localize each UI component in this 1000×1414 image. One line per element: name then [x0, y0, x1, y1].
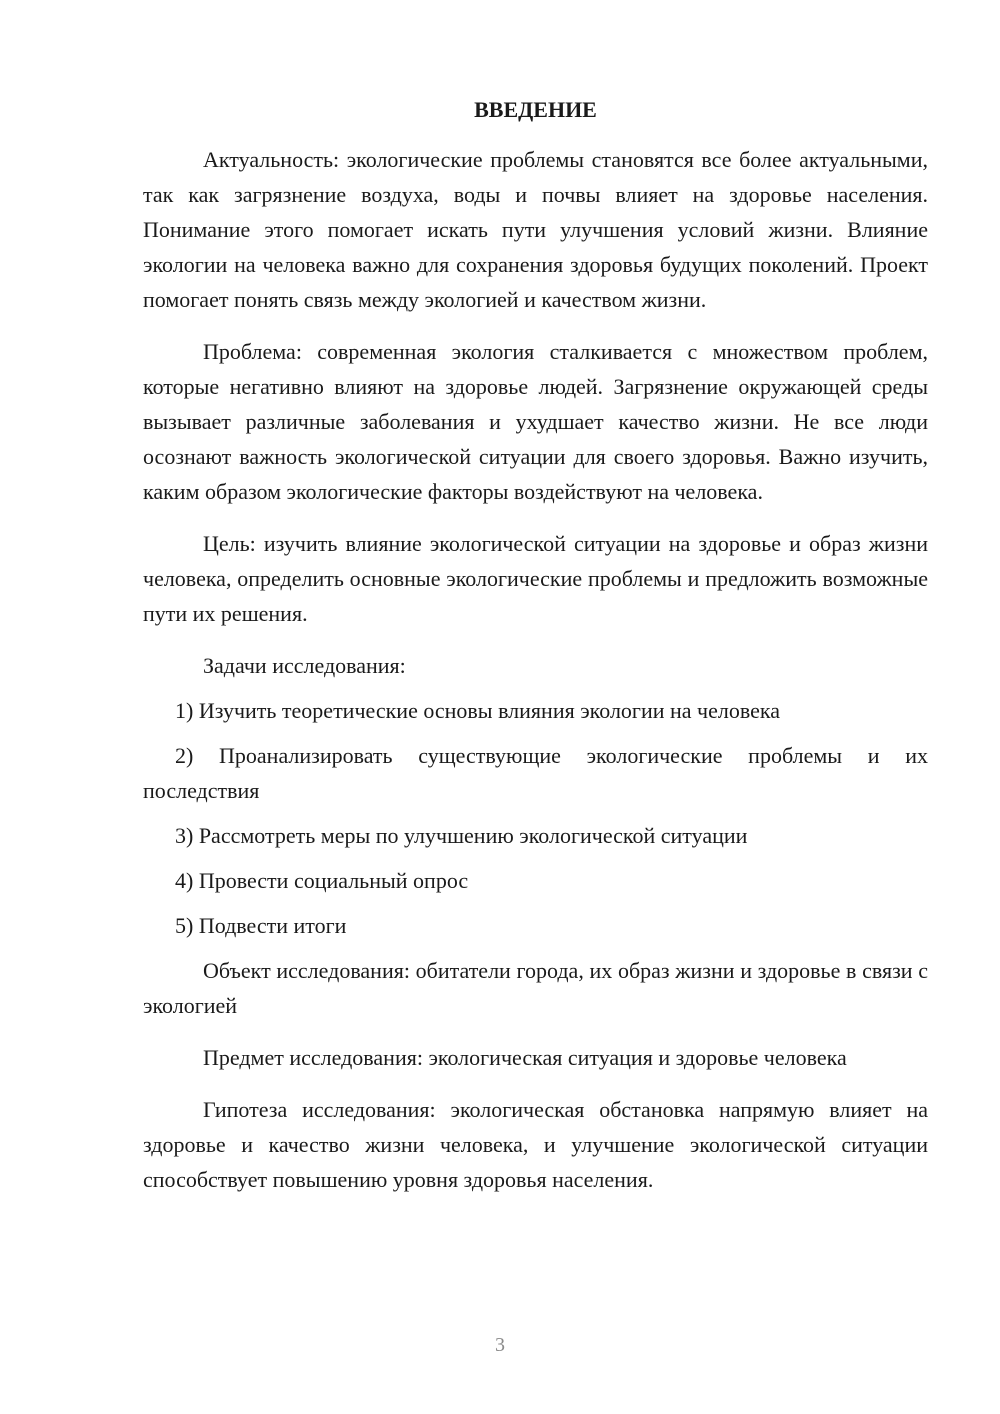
subject-paragraph: Предмет исследования: экологическая ситуация и здоровье человека — [203, 1045, 847, 1070]
object-paragraph: Объект исследования: обитатели города, их образ жизни и здоровье в связи с экологией — [143, 958, 928, 1018]
document-page — [143, 92, 928, 1214]
hypothesis-paragraph: Гипотеза исследования: экологическая обстановка напрямую влияет на здоровье и качество жизни человека, и улучшение экологической ситуации способствует повышению уровня здоровья населения. — [143, 1097, 928, 1192]
relevance-paragraph: Актуальность: экологические проблемы становятся все более актуальными, так как загрязнение воздуха, воды и почвы влияет на здоровье населения. Понимание этого помогает искать пути улучшения условий жизни. Влияние экологии на человека важно для сохранения здоровья будущих поколений. Проект помогает понять связь между экологией и качеством жизни. — [143, 147, 928, 312]
tasks-list — [143, 693, 928, 943]
task-item-3: 3) Рассмотреть меры по улучшению экологической ситуации — [175, 823, 748, 848]
page-title: ВВЕДЕНИЕ — [474, 97, 597, 122]
task-item-4: 4) Провести социальный опрос — [175, 868, 469, 893]
task-item-1: 1) Изучить теоретические основы влияния экологии на человека — [175, 698, 780, 723]
problem-paragraph: Проблема: современная экология сталкивается с множеством проблем, которые негативно влияют на здоровье людей. Загрязнение окружающей среды вызывает различные заболевания и ухудшает качество жизни. Не все люди осознают важность экологической ситуации для своего здоровья. Важно изучить, каким образом экологические факторы воздействуют на человека. — [143, 339, 928, 504]
page-number: 3 — [495, 1334, 505, 1356]
tasks-heading: Задачи исследования: — [203, 653, 406, 678]
task-item-2: 2) Проанализировать существующие экологические проблемы и их последствия — [143, 743, 928, 803]
task-item-5: 5) Подвести итоги — [175, 913, 347, 938]
goal-paragraph: Цель: изучить влияние экологической ситуации на здоровье и образ жизни человека, определить основные экологические проблемы и предложить возможные пути их решения. — [143, 531, 928, 626]
